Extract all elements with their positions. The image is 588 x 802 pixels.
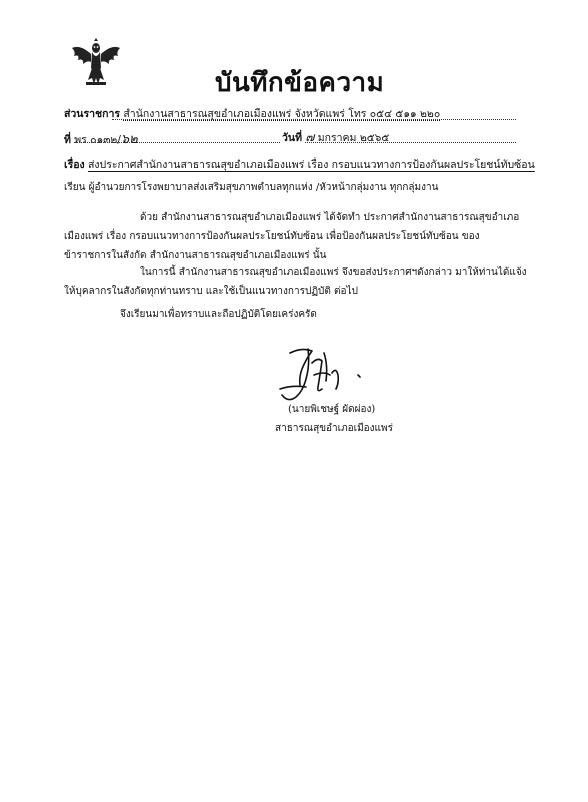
date-row xyxy=(282,128,389,147)
date-day: ๗ xyxy=(305,130,315,144)
p2-line-1: ในการนี้ สำนักงานสาธารณสุขอำเภอเมืองแพร่ จึงขอส่งประกาศฯดังกล่าว มาให้ท่านได้แจ้ง xyxy=(140,267,527,278)
signer-position: สาธารณสุขอำเภอเมืองแพร่ xyxy=(275,423,393,434)
to-label: เรียน xyxy=(64,182,86,193)
ref-label: ที่ xyxy=(64,134,71,146)
p1-line-2: เมืองแพร่ เรื่อง กรอบแนวทางการป้องกันผลประโยชน์ทับซ้อน เพื่อป้องกันผลประโยชน์ทับซ้อน ของ xyxy=(64,231,480,242)
subject-value: ส่งประกาศสำนักงานสาธารณสุขอำเภอเมืองแพร่ เรื่อง กรอบแนวทางการป้องกันผลประโยชน์ทับซ้อน xyxy=(88,159,535,171)
ref-value: พร ๐๑๓๒/ xyxy=(74,134,121,146)
garuda-emblem-icon xyxy=(70,38,122,88)
p3-line-1: จึงเรียนมาเพื่อทราบและถือปฏิบัติโดยเคร่งครัด xyxy=(120,309,317,320)
body-paragraph-3 xyxy=(64,305,524,324)
ref-row xyxy=(64,128,138,149)
body-paragraph-2 xyxy=(64,263,527,301)
body-paragraph-1 xyxy=(64,208,524,265)
agency-label: ส่วนราชการ xyxy=(64,108,121,120)
p1-line-1: ด้วย สำนักงานสาธารณสุขอำเภอเมืองแพร่ ได้จัดทำ ประกาศสำนักงานสาธารณสุขอำเภอ xyxy=(140,212,520,223)
handwritten-signature xyxy=(272,345,372,405)
agency-value: สำนักงานสาธารณสุขอำเภอเมืองแพร่ จังหวัดแพร่ โทร ๐๕๔ ๕๑๑ ๒๒๐ xyxy=(123,108,441,120)
subject-label: เรื่อง xyxy=(64,159,85,171)
ref-dotted-line xyxy=(74,142,280,143)
subject-row xyxy=(64,156,535,173)
to-row xyxy=(64,180,439,195)
p1-line-3: ข้าราชการในสังกัด สำนักงานสาธารณสุขอำเภอเมืองแพร่ นั้น xyxy=(64,250,327,261)
ref-number: ๖๒ xyxy=(120,132,138,147)
date-rest: มกราคม ๒๕๖๕ xyxy=(317,132,390,144)
p2-line-2: ให้บุคลากรในสังกัดทุกท่านทราบ และใช้เป็นแนวทางการปฏิบัติ ต่อไป xyxy=(64,286,358,297)
date-label: วันที่ xyxy=(282,132,302,144)
signer-name: (นายพิเชษฐ์ ผัดผ่อง) xyxy=(288,404,376,415)
date-dotted-line xyxy=(305,142,516,143)
agency-dotted-line xyxy=(112,119,516,120)
memo-title: บันทึกข้อความ xyxy=(215,68,385,98)
to-value: ผู้อำนวยการโรงพยาบาลส่งเสริมสุขภาพตำบลทุกแห่ง /หัวหน้ากลุ่มงาน ทุกกลุ่มงาน xyxy=(88,182,439,193)
